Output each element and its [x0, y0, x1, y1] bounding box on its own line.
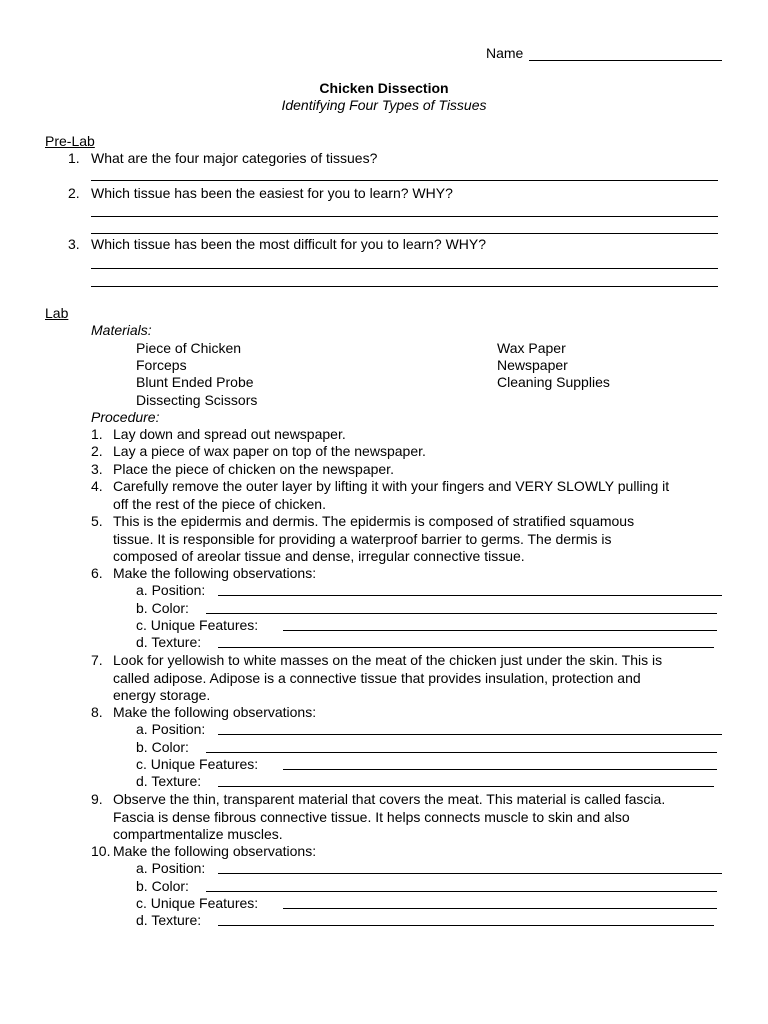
step-number: 7.: [91, 652, 103, 668]
prelab-heading: Pre-Lab: [45, 133, 95, 149]
observation-letter: d.: [136, 773, 148, 789]
observation-color-line[interactable]: [206, 752, 717, 753]
observation-color-line[interactable]: [206, 613, 717, 614]
observation-letter: c.: [136, 756, 147, 772]
material-item: Cleaning Supplies: [497, 374, 610, 390]
observation-unique-features: [136, 756, 258, 773]
material-item: Blunt Ended Probe: [136, 374, 254, 390]
step-text: Look for yellowish to white masses on the meat of the chicken just under the skin. This is: [113, 652, 663, 668]
material-item: Wax Paper: [497, 340, 566, 356]
observation-letter: c.: [136, 617, 147, 633]
observation-texture: [136, 912, 201, 929]
observation-texture: [136, 773, 201, 790]
step-number: 4.: [91, 478, 103, 494]
step-number: 5.: [91, 513, 103, 529]
prelab-q2-text: Which tissue has been the easiest for you to learn? WHY?: [91, 185, 453, 201]
observation-letter: d.: [136, 634, 148, 650]
worksheet-title: Chicken Dissection: [319, 80, 449, 96]
observation-color: [136, 878, 189, 895]
observation-unique-features: [136, 895, 258, 912]
observation-label: Texture:: [151, 773, 202, 789]
observation-unique-features-line[interactable]: [283, 630, 717, 631]
prelab-q3-text: Which tissue has been the most difficult for you to learn? WHY?: [91, 236, 487, 252]
step-number: 8.: [91, 704, 103, 720]
step-text: Carefully remove the outer layer by lifting it with your fingers and VERY SLOWLY pulling it: [113, 478, 670, 494]
observation-label: Color:: [151, 878, 189, 894]
observation-letter: a.: [136, 860, 148, 876]
step-number: 3.: [91, 461, 103, 477]
observation-letter: a.: [136, 582, 148, 598]
observation-position-line[interactable]: [218, 873, 722, 874]
observation-letter: c.: [136, 895, 147, 911]
prelab-q3-answer-line-1[interactable]: [91, 268, 718, 269]
prelab-q1-number: 1.: [68, 150, 80, 166]
observation-color: [136, 739, 189, 756]
step-text: Make the following observations:: [113, 704, 317, 720]
observation-position-line[interactable]: [218, 595, 722, 596]
step-text: Lay down and spread out newspaper.: [113, 426, 346, 442]
step-text: This is the epidermis and dermis. The epidermis is composed of stratified squamous: [113, 513, 635, 529]
prelab-q3-answer-line-2[interactable]: [91, 286, 718, 287]
material-item: Dissecting Scissors: [136, 392, 258, 408]
observation-position: [136, 721, 205, 738]
material-item: Forceps: [136, 357, 187, 373]
observation-label: Color:: [151, 600, 189, 616]
prelab-q2-answer-line-1[interactable]: [91, 216, 718, 217]
observation-unique-features: [136, 617, 258, 634]
prelab-q1-answer-line[interactable]: [91, 180, 718, 181]
step-number: 2.: [91, 443, 103, 459]
observation-position-line[interactable]: [218, 734, 722, 735]
observation-texture-line[interactable]: [218, 925, 714, 926]
worksheet-subtitle: Identifying Four Types of Tissues: [281, 97, 487, 113]
observation-position: [136, 860, 205, 877]
step-text: composed of areolar tissue and dense, irregular connective tissue.: [113, 548, 525, 564]
observation-letter: b.: [136, 739, 148, 755]
observation-letter: a.: [136, 721, 148, 737]
step-text: Make the following observations:: [113, 565, 317, 581]
observation-label: Unique Features:: [150, 895, 259, 911]
step-text: energy storage.: [113, 687, 211, 703]
prelab-q3-number: 3.: [68, 236, 80, 252]
step-text: Lay a piece of wax paper on top of the newspaper.: [113, 443, 426, 459]
lab-heading: Lab: [45, 305, 69, 321]
observation-label: Unique Features:: [150, 617, 259, 633]
observation-texture-line[interactable]: [218, 786, 714, 787]
observation-label: Position:: [151, 721, 206, 737]
procedure-label: Procedure:: [91, 409, 160, 425]
material-item: Newspaper: [497, 357, 568, 373]
material-item: Piece of Chicken: [136, 340, 242, 356]
name-label: Name: [486, 45, 524, 61]
step-text: Place the piece of chicken on the newspaper.: [113, 461, 394, 477]
prelab-q2-number: 2.: [68, 185, 80, 201]
observation-texture: [136, 634, 201, 651]
step-text: Observe the thin, transparent material that covers the meat. This material is called fascia.: [113, 791, 666, 807]
step-number: 9.: [91, 791, 103, 807]
observation-unique-features-line[interactable]: [283, 908, 717, 909]
step-number: 6.: [91, 565, 103, 581]
observation-label: Color:: [151, 739, 189, 755]
observation-label: Position:: [151, 582, 206, 598]
step-text: tissue. It is responsible for providing a waterproof barrier to germs. The dermis is: [113, 531, 612, 547]
observation-color-line[interactable]: [206, 891, 717, 892]
prelab-q1-text: What are the four major categories of tissues?: [91, 150, 378, 166]
observation-texture-line[interactable]: [218, 647, 714, 648]
observation-label: Unique Features:: [150, 756, 259, 772]
step-number: 10.: [91, 843, 111, 859]
name-field[interactable]: [529, 60, 722, 61]
step-text: Fascia is dense fibrous connective tissue. It helps connects muscle to skin and also: [113, 809, 630, 825]
step-number: 1.: [91, 426, 103, 442]
materials-label: Materials:: [91, 322, 152, 338]
observation-color: [136, 600, 189, 617]
step-text: Make the following observations:: [113, 843, 317, 859]
observation-label: Texture:: [151, 912, 202, 928]
observation-position: [136, 582, 205, 599]
observation-unique-features-line[interactable]: [283, 769, 717, 770]
observation-letter: b.: [136, 600, 148, 616]
observation-label: Position:: [151, 860, 206, 876]
observation-letter: d.: [136, 912, 148, 928]
prelab-q2-answer-line-2[interactable]: [91, 233, 718, 234]
step-text: off the rest of the piece of chicken.: [113, 496, 326, 512]
step-text: called adipose. Adipose is a connective tissue that provides insulation, protection and: [113, 670, 641, 686]
step-text: compartmentalize muscles.: [113, 826, 283, 842]
observation-label: Texture:: [151, 634, 202, 650]
observation-letter: b.: [136, 878, 148, 894]
